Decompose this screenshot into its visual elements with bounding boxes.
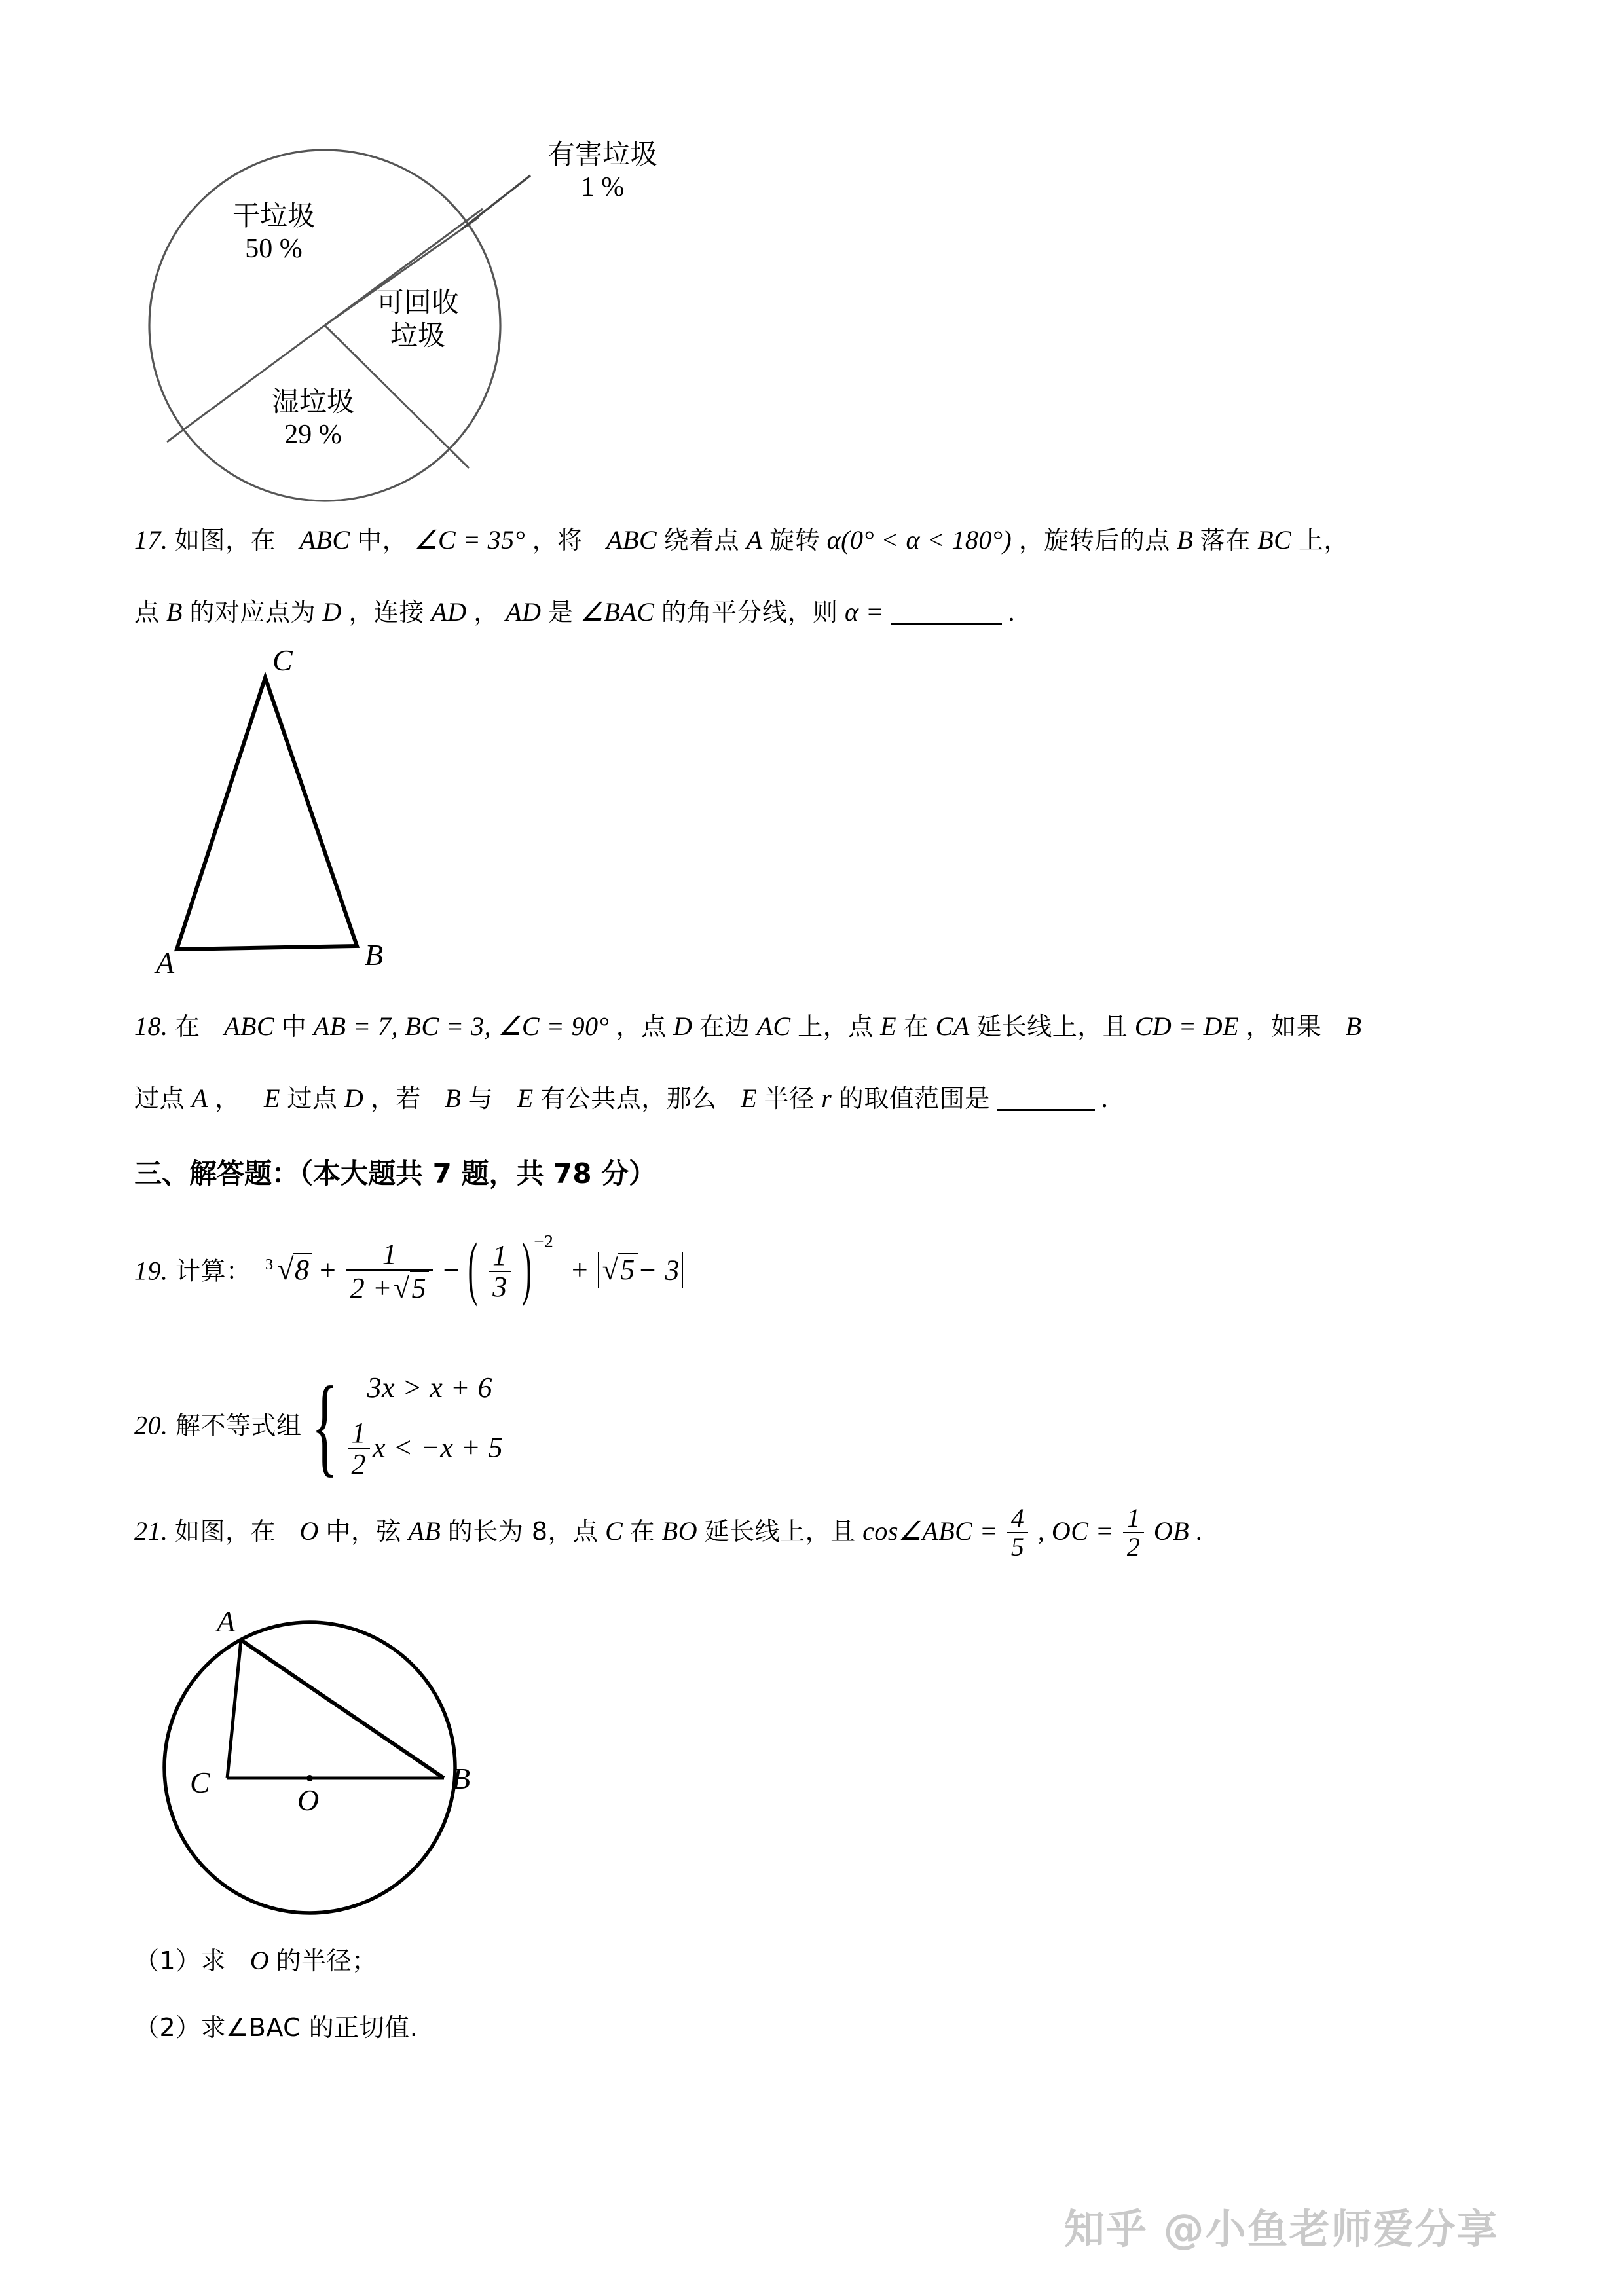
q18-number: 18. [134,1011,168,1041]
zhihu-watermark: 知乎 @小鱼老师爱分享 [1064,2205,1499,2253]
question-20 [134,1363,504,1487]
pie-slice-label-recyclable-line1: 可回收 [376,286,459,318]
section-3-heading: 三、解答题：（本大题共 7 题，共 78 分） [134,1157,657,1190]
q21-cos-abc: cos∠ABC = [862,1516,998,1546]
q17-l2-text-c: ，连接 [348,598,424,627]
q19-abs-minus-3: − 3 [637,1254,680,1286]
q18-answer-blank[interactable] [997,1109,1095,1111]
q20-left-brace: { [311,1363,339,1487]
q17-text-h: 上， [1298,526,1349,555]
q21-chord-ab: AB [408,1516,441,1546]
q21-period: . [1196,1516,1204,1546]
q20-fraction-1-over-2 [348,1418,371,1480]
q18-l2-text-h: 的取值范围是 [838,1084,990,1113]
q17-l2-point-b: B [166,597,183,627]
triangle-vertex-label-b: B [365,938,384,972]
q18-text-b: 中 [281,1012,307,1041]
question-17-triangle-figure [138,648,426,975]
pie-slice-percent-hazardous: 1 % [580,172,625,203]
q17-text-e: 旋转 [769,526,821,555]
q18-text-f: 在 [903,1012,929,1041]
q19-abs-bar-right [682,1252,683,1288]
q21-oc-denominator: 2 [1126,1532,1141,1561]
q18-text-d: 在边 [699,1012,750,1041]
q18-l2-text-e: 与 [468,1084,494,1113]
question-21-sub-1 [134,1948,377,1974]
q21-text-d: 在 [629,1517,655,1546]
q17-l2-text-f: 的角平分线，则 [661,598,838,627]
garbage-pie-chart-figure [131,111,773,504]
pie-slice-percent-dry: 50 % [245,234,303,264]
q19-frac-den-lead: 2 + [350,1272,392,1305]
q21-ob: OB [1153,1516,1190,1546]
q18-l2-point-d: D [344,1084,364,1113]
q20-inequalities [345,1374,504,1481]
q20-system-group [309,1363,504,1487]
q17-text-g: 落在 [1200,526,1251,555]
q18-l2-point-a: A [191,1084,208,1113]
q17-text-f: ，旋转后的点 [1018,526,1170,555]
q19-fraction-1-over-3 [489,1241,511,1302]
q18-l2-period: . [1101,1084,1109,1113]
q20-frac-numerator: 1 [348,1418,371,1449]
q19-abs-bar-left [598,1252,599,1288]
triangle-vertex-label-c: C [272,648,293,677]
q21-ray-bo: BO [661,1516,698,1546]
q21-text-b: 中，弦 [325,1517,401,1546]
q19-frac-den-sqrt5: √5 [392,1271,429,1303]
q17-l2-text-a: 点 [134,598,160,627]
triangle-abc-outline [177,678,357,949]
q17-answer-blank[interactable] [891,623,1002,625]
q19-number: 19. [134,1256,168,1286]
q19-left-paren: ( [468,1229,478,1308]
q19-plus-1: + [319,1254,337,1286]
q18-l2-circle-e2: E [517,1084,534,1113]
q20-inequality-1: 3x > x + 6 [367,1372,492,1404]
q18-l2-text-g: 半径 [764,1084,815,1113]
triangle-vertex-label-a: A [156,946,175,975]
q19-plus-2: + [571,1254,589,1286]
q17-l2-segment-ad: AD [431,597,467,627]
question-18-line-1 [134,1013,1362,1040]
q18-l2-text-f: 有公共点，那么 [540,1084,717,1113]
q18-l2-radius-r: r [821,1084,832,1113]
q17-l2-angle-bac: ∠BAC [580,597,655,627]
q20-prompt: 解不等式组 [175,1411,302,1440]
q19-frac13-numerator: 1 [489,1241,511,1272]
center-point-o-dot [306,1775,313,1781]
pie-slice-percent-wet: 29 % [284,420,342,450]
q18-point-d: D [673,1011,693,1041]
q18-ray-ca: CA [935,1011,970,1041]
q19-frac-den-radicand: 5 [410,1271,430,1303]
q20-inequality-2 [345,1419,504,1481]
circle-o-svg [124,1584,530,1938]
q21-fraction-1-over-2 [1123,1504,1145,1561]
q17-segment-bc: BC [1257,525,1292,555]
q20-inequality-2-rest: x < −x + 5 [373,1431,504,1464]
q18-l2-text-a: 过点 [134,1084,185,1113]
q18-l2-text-d: ，若 [370,1084,421,1113]
question-21-line-1 [134,1503,1204,1562]
question-17-line-2 [134,599,1016,625]
q21-oc-equals: OC = [1051,1516,1114,1546]
q18-cd-de: CD = DE [1134,1011,1240,1041]
q17-point-a: A [746,525,763,555]
circle-label-c: C [190,1766,210,1799]
q18-segment-ac: AC [756,1011,791,1041]
q21-number: 21. [134,1516,168,1546]
q17-angle-c: ∠C = 35° [414,525,526,555]
q19-prompt: 计算： [175,1256,251,1286]
q18-l2-text-b: ， [214,1084,240,1113]
q17-text-c: ，将 [532,526,583,555]
q19-abs-sqrt5: √5 [601,1253,638,1285]
question-19 [134,1229,685,1308]
q21-point-c: C [605,1516,623,1546]
q17-l2-text-b: 的对应点为 [189,598,316,627]
q21-sub1-prefix: （1）求 [134,1946,227,1975]
q19-exponent: −2 [534,1231,554,1251]
q19-root-index: 3 [265,1256,274,1274]
q19-frac-denominator [346,1271,433,1303]
q21-sub1-circle-o: O [249,1946,270,1975]
q19-power-group [467,1229,554,1308]
pie-slice-label-hazardous: 有害垃圾 [547,138,657,170]
q17-triangle-abc: ABC [299,525,350,555]
circle-label-b: B [452,1762,471,1795]
q18-l2-circle-b: B [445,1084,462,1113]
q21-cos-numerator: 4 [1007,1504,1029,1533]
q17-l2-alpha-eq: α = [844,597,884,627]
pie-slice-label-recyclable-line2: 垃圾 [390,319,445,352]
q19-abs-radicand: 5 [618,1253,638,1285]
question-21-sub-2: （2）求∠BAC 的正切值. [134,2013,418,2042]
q18-triangle-abc: ABC [224,1011,275,1041]
q17-l2-text-e: 是 [548,598,574,627]
question-17-line-1 [134,527,1349,553]
q17-l2-segment-ad-2: AD [506,597,542,627]
q18-text-c: ，点 [616,1012,667,1041]
q20-number: 20. [134,1410,168,1440]
question-21-circle-figure [124,1584,530,1938]
q19-radicand-8: 8 [293,1253,312,1285]
q21-comma: , [1037,1516,1045,1546]
question-18-line-2 [134,1085,1109,1112]
circle-label-o: O [297,1783,320,1817]
q21-text-c: 的长为 8，点 [447,1517,599,1546]
q18-l2-circle-e3: E [741,1084,758,1113]
q17-number: 17. [134,525,168,555]
q19-minus: − [443,1254,460,1286]
q18-circle-b: B [1345,1011,1362,1041]
pie-leader-line-hazardous [462,175,530,229]
q17-alpha-range: α(0° < α < 180°) [826,525,1012,555]
q17-l2-period: . [1008,597,1016,627]
chord-ab-line [241,1640,444,1778]
q18-text-e: 上，点 [798,1012,874,1041]
q19-absolute-value-group [596,1252,685,1288]
q18-text-h: ，如果 [1246,1012,1322,1041]
q17-triangle-abc-2: ABC [606,525,657,555]
q20-frac-denominator: 2 [351,1448,367,1481]
q18-l2-text-c: 过点 [287,1084,338,1113]
q18-text-a: 在 [175,1012,200,1041]
q21-text-e: 延长线上，且 [704,1517,856,1546]
q18-point-e: E [880,1011,897,1041]
q21-sub1-rest: 的半径； [276,1946,377,1975]
q18-given-equations: AB = 7, BC = 3, ∠C = 90° [313,1011,610,1041]
pie-slice-label-wet: 湿垃圾 [271,386,354,418]
q21-text-a: 如图，在 [175,1517,276,1546]
q21-cos-denominator: 5 [1010,1532,1025,1561]
q17-l2-point-d: D [322,597,342,627]
q17-point-b: B [1177,525,1194,555]
q17-l2-text-d: ， [473,598,499,627]
q17-text-b: 中， [357,526,408,555]
q18-l2-circle-e: E [263,1084,280,1113]
q21-fraction-4-over-5 [1007,1504,1029,1561]
q18-text-g: 延长线上，且 [976,1012,1128,1041]
q17-text-a: 如图，在 [175,526,276,555]
q19-fraction-1-over-2-plus-sqrt5 [346,1239,433,1303]
q19-frac13-denominator: 3 [492,1271,507,1303]
segment-ac-line [227,1640,241,1778]
q21-oc-numerator: 1 [1123,1504,1145,1533]
q17-text-d: 绕着点 [663,526,740,555]
q19-right-paren: ) [522,1229,532,1308]
triangle-abc-svg [138,648,426,975]
pie-slice-label-dry: 干垃圾 [232,200,315,232]
circle-label-a: A [217,1605,236,1638]
q19-frac-numerator: 1 [346,1239,433,1271]
q21-circle-o: O [299,1516,319,1546]
q19-cube-root-8: $^3$ √8 [259,1253,312,1285]
